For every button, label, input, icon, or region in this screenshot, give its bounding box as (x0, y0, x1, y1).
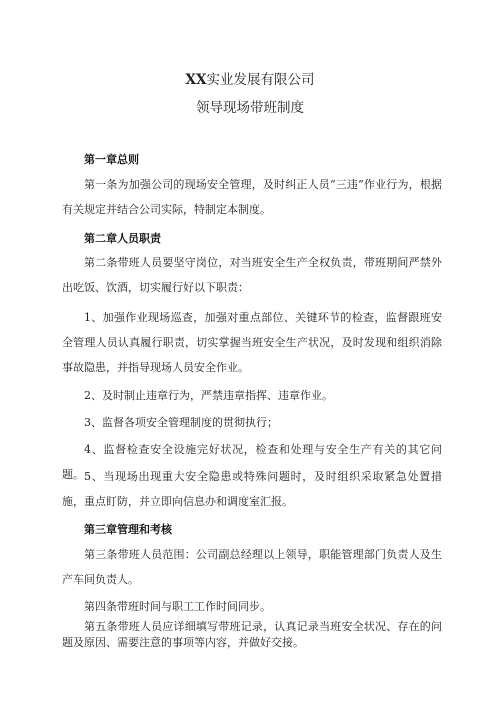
section-heading-3: 第三章管理和考核 (84, 523, 172, 536)
paragraph-8: 第三条带班人员范围：公司副总经理以上领导，职能管理部门负责人及生产车间负责人。 (62, 548, 442, 586)
document-title: 领导现场带班制度 (196, 100, 304, 116)
paragraph-9: 第四条带班时间与职工工作时间同步。 (84, 600, 271, 613)
paragraph-6: 4、监督检查安全设施完好状况，检查和处理与安全生产有关的其它问题。 (62, 443, 442, 481)
paragraph-2: 第二条带班人员要坚守岗位，对当班安全生产全权负责，带班期间严禁外出吃饭、饮酒，切实履行好以下职责： (62, 256, 442, 294)
company-title (0, 68, 500, 88)
paragraph-7: 5、当现场出现重大安全隐患或特殊问题时，及时组织采取紧急处置措施，重点盯防，并立即向信息办和调度室汇报。 (62, 470, 442, 508)
paragraph-4: 2、及时制止违章行为，严禁违章指挥、违章作业。 (84, 389, 333, 402)
paragraph-1: 第一条为加强公司的现场安全管理，及时纠正人员“三违”作业行为，根据有关规定并结合公司实际，特制定本制度。 (62, 178, 442, 216)
company-name: 实业发展有限公司 (206, 72, 315, 88)
paragraph-3: 1、加强作业现场巡查，加强对重点部位、关键环节的检查，监督跟班安全管理人员认真履行职责，切实掌握当班安全生产状况，及时发现和组织消除事故隐患，并指导现场人员安全作业。 (62, 311, 442, 374)
paragraph-10: 第五条带班人员应详细填写带班记录，认真记录当班安全状况、存在的问题及原因、需要注意的事项等内容，并做好交接。 (62, 620, 442, 649)
paragraph-5: 3、监督各项安全管理制度的贯彻执行； (84, 416, 278, 429)
company-prefix: XX (185, 72, 207, 88)
section-heading-1: 第一章总则 (84, 153, 139, 166)
section-heading-2: 第二章人员职责 (84, 232, 161, 245)
